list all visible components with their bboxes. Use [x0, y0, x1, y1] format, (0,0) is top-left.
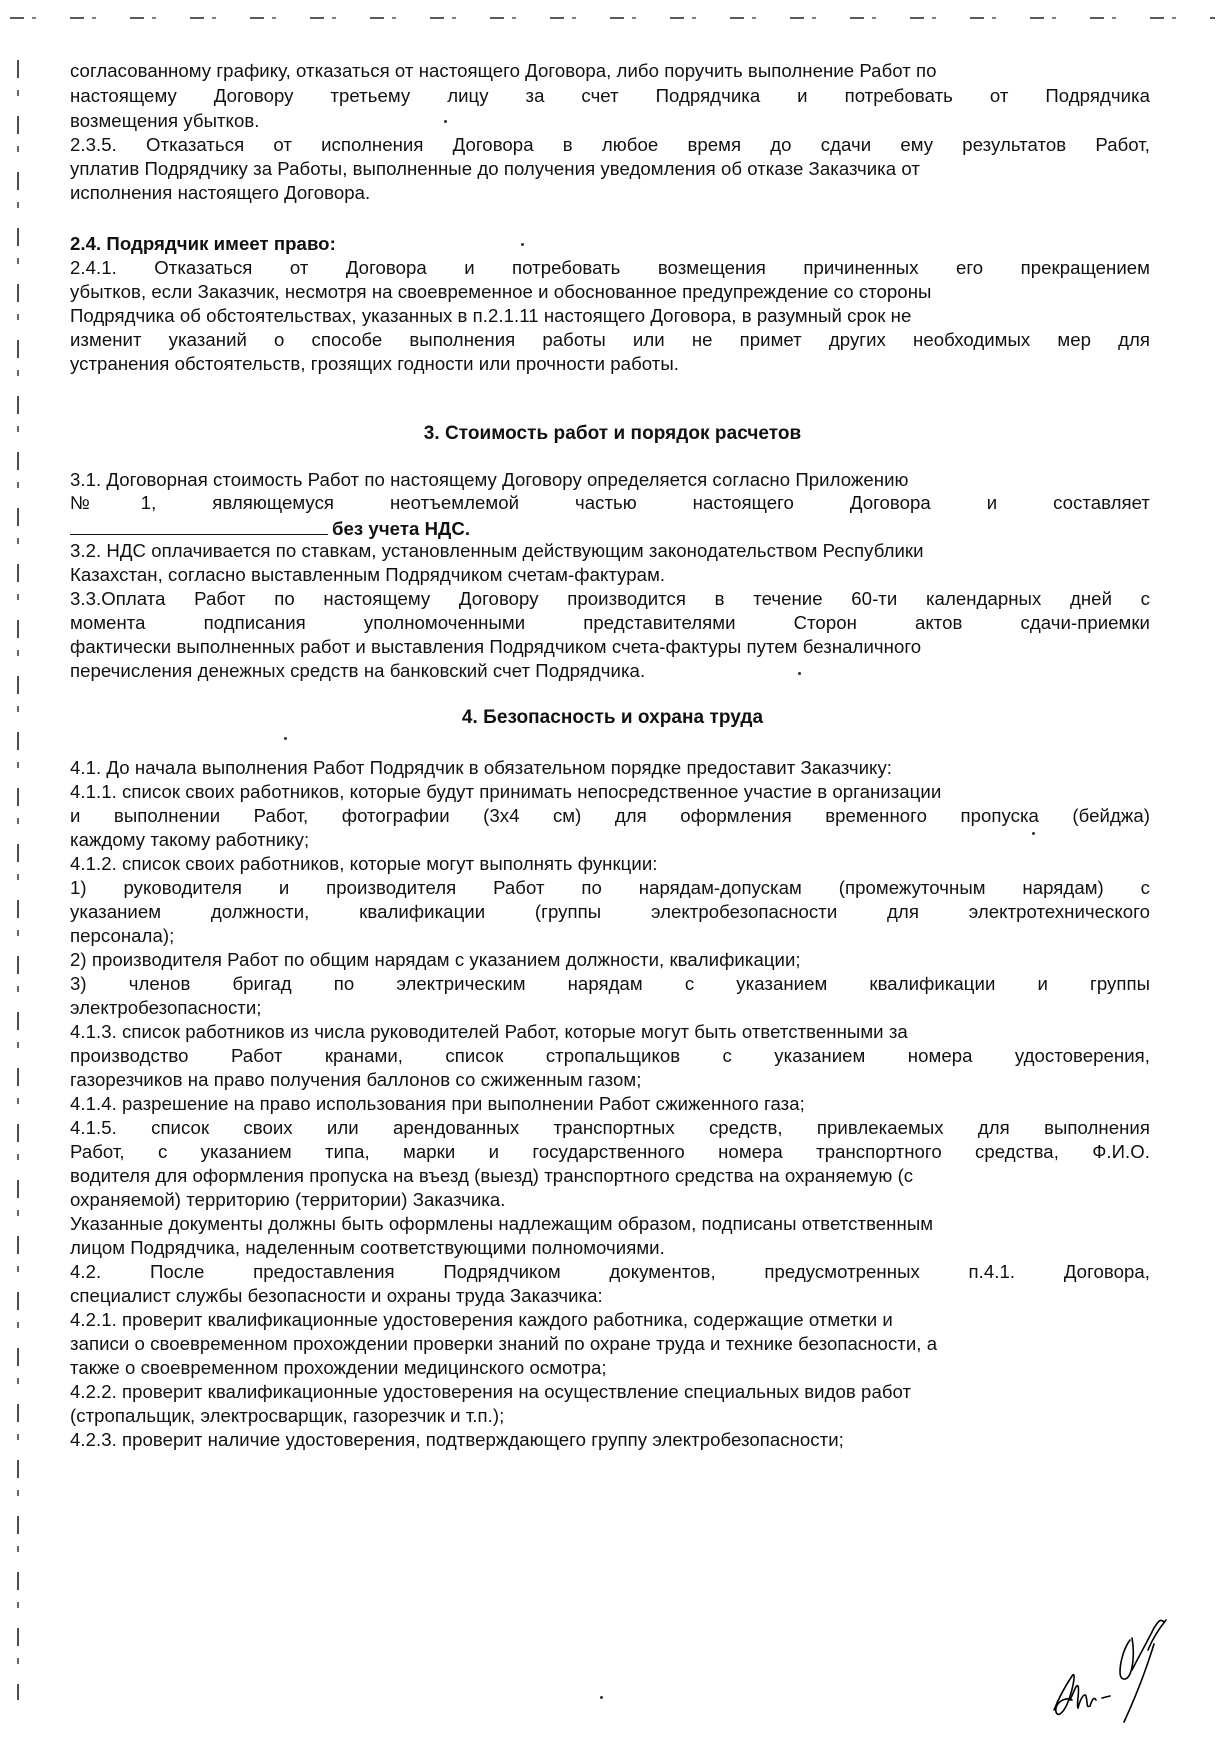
- text-line: №1, являющемуся неотъемлемой частью настоящего Договора и составляет: [70, 492, 1150, 513]
- scan-left-margin-line: [17, 60, 19, 1700]
- text-line: персонала);: [70, 925, 175, 946]
- clause-3-3: 3.3.Оплата Работ по настоящему Договору производится в течение 60-ти календарных дней с: [70, 588, 1150, 609]
- scan-speck: [1032, 832, 1035, 835]
- scan-speck: [521, 243, 524, 246]
- text-line: изменит указаний о способе выполнения работы или не примет других необходимых мер для: [70, 329, 1150, 350]
- text-line: (стропальщик, электросварщик, газорезчик и т.п.);: [70, 1405, 505, 1426]
- scan-top-border: [10, 17, 1215, 19]
- text-line: Подрядчика об обстоятельствах, указанных в п.2.1.11 настоящего Договора, в разумный срок не: [70, 305, 912, 326]
- clause-4-1-1: 4.1.1. список своих работников, которые будут принимать непосредственное участие в организации: [70, 781, 942, 802]
- price-blank-field: [70, 516, 328, 535]
- price-line: [70, 516, 1150, 540]
- text-line: и выполнении Работ, фотографии (3х4 см) для оформления временного пропуска (бейджа): [70, 805, 1150, 826]
- clause-2-3-5: 2.3.5. Отказаться от исполнения Договора в любое время до сдачи ему результатов Работ,: [70, 134, 1150, 155]
- scan-speck: [600, 1696, 603, 1699]
- clause-4-1-5: 4.1.5. список своих или арендованных транспортных средств, привлекаемых для выполнения: [70, 1117, 1150, 1138]
- section-3-title: 3. Стоимость работ и порядок расчетов: [423, 423, 802, 444]
- text-line: охраняемой) территорию (территории) Заказчика.: [70, 1189, 506, 1210]
- clause-3-2: 3.2. НДС оплачивается по ставкам, установленным действующим законодательством Республики: [70, 540, 924, 561]
- text-line: уплатив Подрядчику за Работы, выполненные до получения уведомления об отказе Заказчика от: [70, 158, 920, 179]
- text-line: Работ, с указанием типа, марки и государственного номера транспортного средства, Ф.И.О.: [70, 1141, 1150, 1162]
- text-line: Указанные документы должны быть оформлены надлежащим образом, подписаны ответственным: [70, 1213, 934, 1234]
- clause-2-4-1: 2.4.1. Отказаться от Договора и потребовать возмещения причиненных его прекращением: [70, 257, 1150, 278]
- clause-4-2-1: 4.2.1. проверит квалификационные удостоверения каждого работника, содержащие отметки и: [70, 1309, 893, 1330]
- list-item: 1) руководителя и производителя Работ по нарядам-допускам (промежуточным нарядам) с: [70, 877, 1150, 898]
- clause-4-2-3: 4.2.3. проверит наличие удостоверения, подтверждающего группу электробезопасности;: [70, 1429, 844, 1450]
- text-line: указанием должности, квалификации (группы электробезопасности для электротехнического: [70, 901, 1150, 922]
- text-line: лицом Подрядчика, наделенным соответствующими полномочиями.: [70, 1237, 665, 1258]
- text-line: устранения обстоятельств, грозящих годности или прочности работы.: [70, 353, 679, 374]
- clause-4-1: 4.1. До начала выполнения Работ Подрядчик в обязательном порядке предоставит Заказчику:: [70, 757, 893, 778]
- text-line: также о своевременном прохождении медицинского осмотра;: [70, 1357, 607, 1378]
- text-line: убытков, если Заказчик, несмотря на своевременное и обоснованное предупреждение со стороны: [70, 281, 932, 302]
- text-line: согласованному графику, отказаться от настоящего Договора, либо поручить выполнение Работ по: [70, 60, 937, 81]
- clause-4-1-3: 4.1.3. список работников из числа руководителей Работ, которые могут быть ответственными за: [70, 1021, 908, 1042]
- text-line: каждому такому работнику;: [70, 829, 310, 850]
- text-line: специалист службы безопасности и охраны труда Заказчика:: [70, 1285, 603, 1306]
- signature-icon: [1050, 1600, 1225, 1738]
- section-4-title: 4. Безопасность и охрана труда: [461, 707, 764, 728]
- text-line: газорезчиков на право получения баллонов со сжиженным газом;: [70, 1069, 642, 1090]
- scan-speck: [444, 120, 447, 123]
- text-line: водителя для оформления пропуска на въезд (выезд) транспортного средства на охраняемую (с: [70, 1165, 914, 1186]
- clause-4-2: 4.2. После предоставления Подрядчиком документов, предусмотренных п.4.1. Договора,: [70, 1261, 1150, 1282]
- text-line: возмещения убытков.: [70, 110, 260, 131]
- list-item: 2) производителя Работ по общим нарядам с указанием должности, квалификации;: [70, 949, 801, 970]
- without-vat-label: без учета НДС.: [332, 518, 471, 539]
- text-line: производство Работ кранами, список стропальщиков с указанием номера удостоверения,: [70, 1045, 1150, 1066]
- text-line: электробезопасности;: [70, 997, 262, 1018]
- text-line: записи о своевременном прохождении проверки знаний по охране труда и технике безопасности, а: [70, 1333, 938, 1354]
- clause-4-1-4: 4.1.4. разрешение на право использования при выполнении Работ сжиженного газа;: [70, 1093, 805, 1114]
- text-line: момента подписания уполномоченными представителями Сторон актов сдачи-приемки: [70, 612, 1150, 633]
- text-line: перечисления денежных средств на банковский счет Подрядчика.: [70, 660, 646, 681]
- clause-2-4-heading: 2.4. Подрядчик имеет право:: [70, 233, 336, 254]
- scan-speck: [284, 737, 287, 740]
- text-line: настоящему Договору третьему лицу за счет Подрядчика и потребовать от Подрядчика: [70, 85, 1150, 106]
- text-line: фактически выполненных работ и выставления Подрядчиком счета-фактуры путем безналичного: [70, 636, 922, 657]
- clause-4-2-2: 4.2.2. проверит квалификационные удостоверения на осуществление специальных видов работ: [70, 1381, 912, 1402]
- text-line: Казахстан, согласно выставленным Подрядчиком счетам-фактурам.: [70, 564, 666, 585]
- clause-3-1: 3.1. Договорная стоимость Работ по настоящему Договору определяется согласно Приложению: [70, 469, 909, 490]
- text-line: исполнения настоящего Договора.: [70, 182, 371, 203]
- list-item: 3) членов бригад по электрическим нарядам с указанием квалификации и группы: [70, 973, 1150, 994]
- scan-speck: [798, 672, 801, 675]
- clause-4-1-2: 4.1.2. список своих работников, которые могут выполнять функции:: [70, 853, 658, 874]
